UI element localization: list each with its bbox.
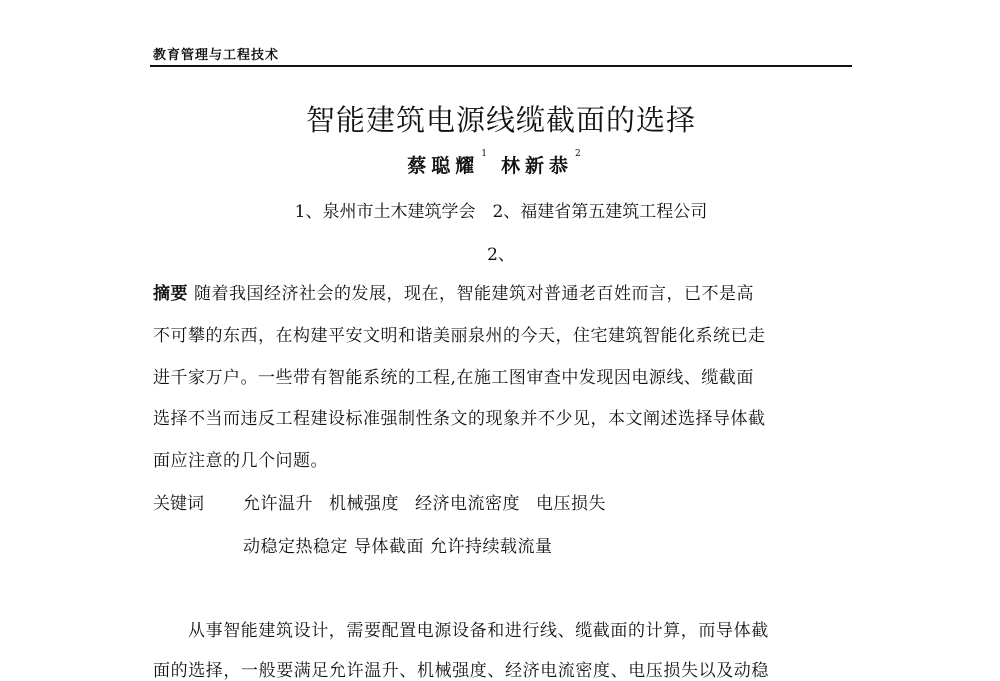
author-list	[150, 151, 852, 178]
abstract-line: 进千家万户。一些带有智能系统的工程,在施工图审查中发现因电源线、缆截面	[153, 368, 754, 388]
keyword: 电压损失	[536, 494, 606, 514]
keyword: 机械强度	[329, 494, 399, 514]
body-text-line: 面的选择，一般要满足允许温升、机械强度、经济电流密度、电压损失以及动稳	[153, 661, 769, 681]
abstract-line	[153, 279, 853, 304]
author-affil-mark: 1	[481, 149, 487, 159]
keyword: 允许温升	[243, 494, 313, 514]
paper-title: 智能建筑电源线缆截面的选择	[305, 103, 696, 137]
author-affil-mark: 2	[575, 149, 581, 159]
keywords-label: 关键词	[153, 494, 204, 514]
abstract-line: 选择不当而违反工程建设标准强制性条文的现象并不少见，本文阐述选择导体截	[153, 409, 766, 429]
header-rule	[150, 65, 852, 67]
keywords-line	[243, 532, 559, 557]
author-name: 林新恭	[501, 155, 574, 177]
affiliation-fragment: 2、	[487, 245, 515, 265]
affiliations: 1、泉州市土木建筑学会 2、福建省第五建筑工程公司	[294, 202, 708, 222]
keyword: 导体截面	[354, 537, 424, 557]
author-name: 蔡聪耀	[407, 155, 480, 177]
keyword: 经济电流密度	[415, 494, 520, 514]
abstract-line: 面应注意的几个问题。	[153, 451, 328, 471]
body-text-line: 从事智能建筑设计，需要配置电源设备和进行线、缆截面的计算，而导体截	[188, 621, 769, 641]
keywords-line	[243, 489, 622, 514]
keyword: 允许持续载流量	[430, 537, 553, 557]
journal-name: 教育管理与工程技术	[153, 48, 280, 63]
keyword: 动稳定热稳定	[243, 537, 348, 557]
abstract-text: 随着我国经济社会的发展，现在，智能建筑对普通老百姓而言，已不是高	[194, 284, 754, 304]
abstract-line: 不可攀的东西，在构建平安文明和谐美丽泉州的今天，住宅建筑智能化系统已走	[153, 326, 766, 346]
abstract-label: 摘要	[153, 284, 188, 304]
